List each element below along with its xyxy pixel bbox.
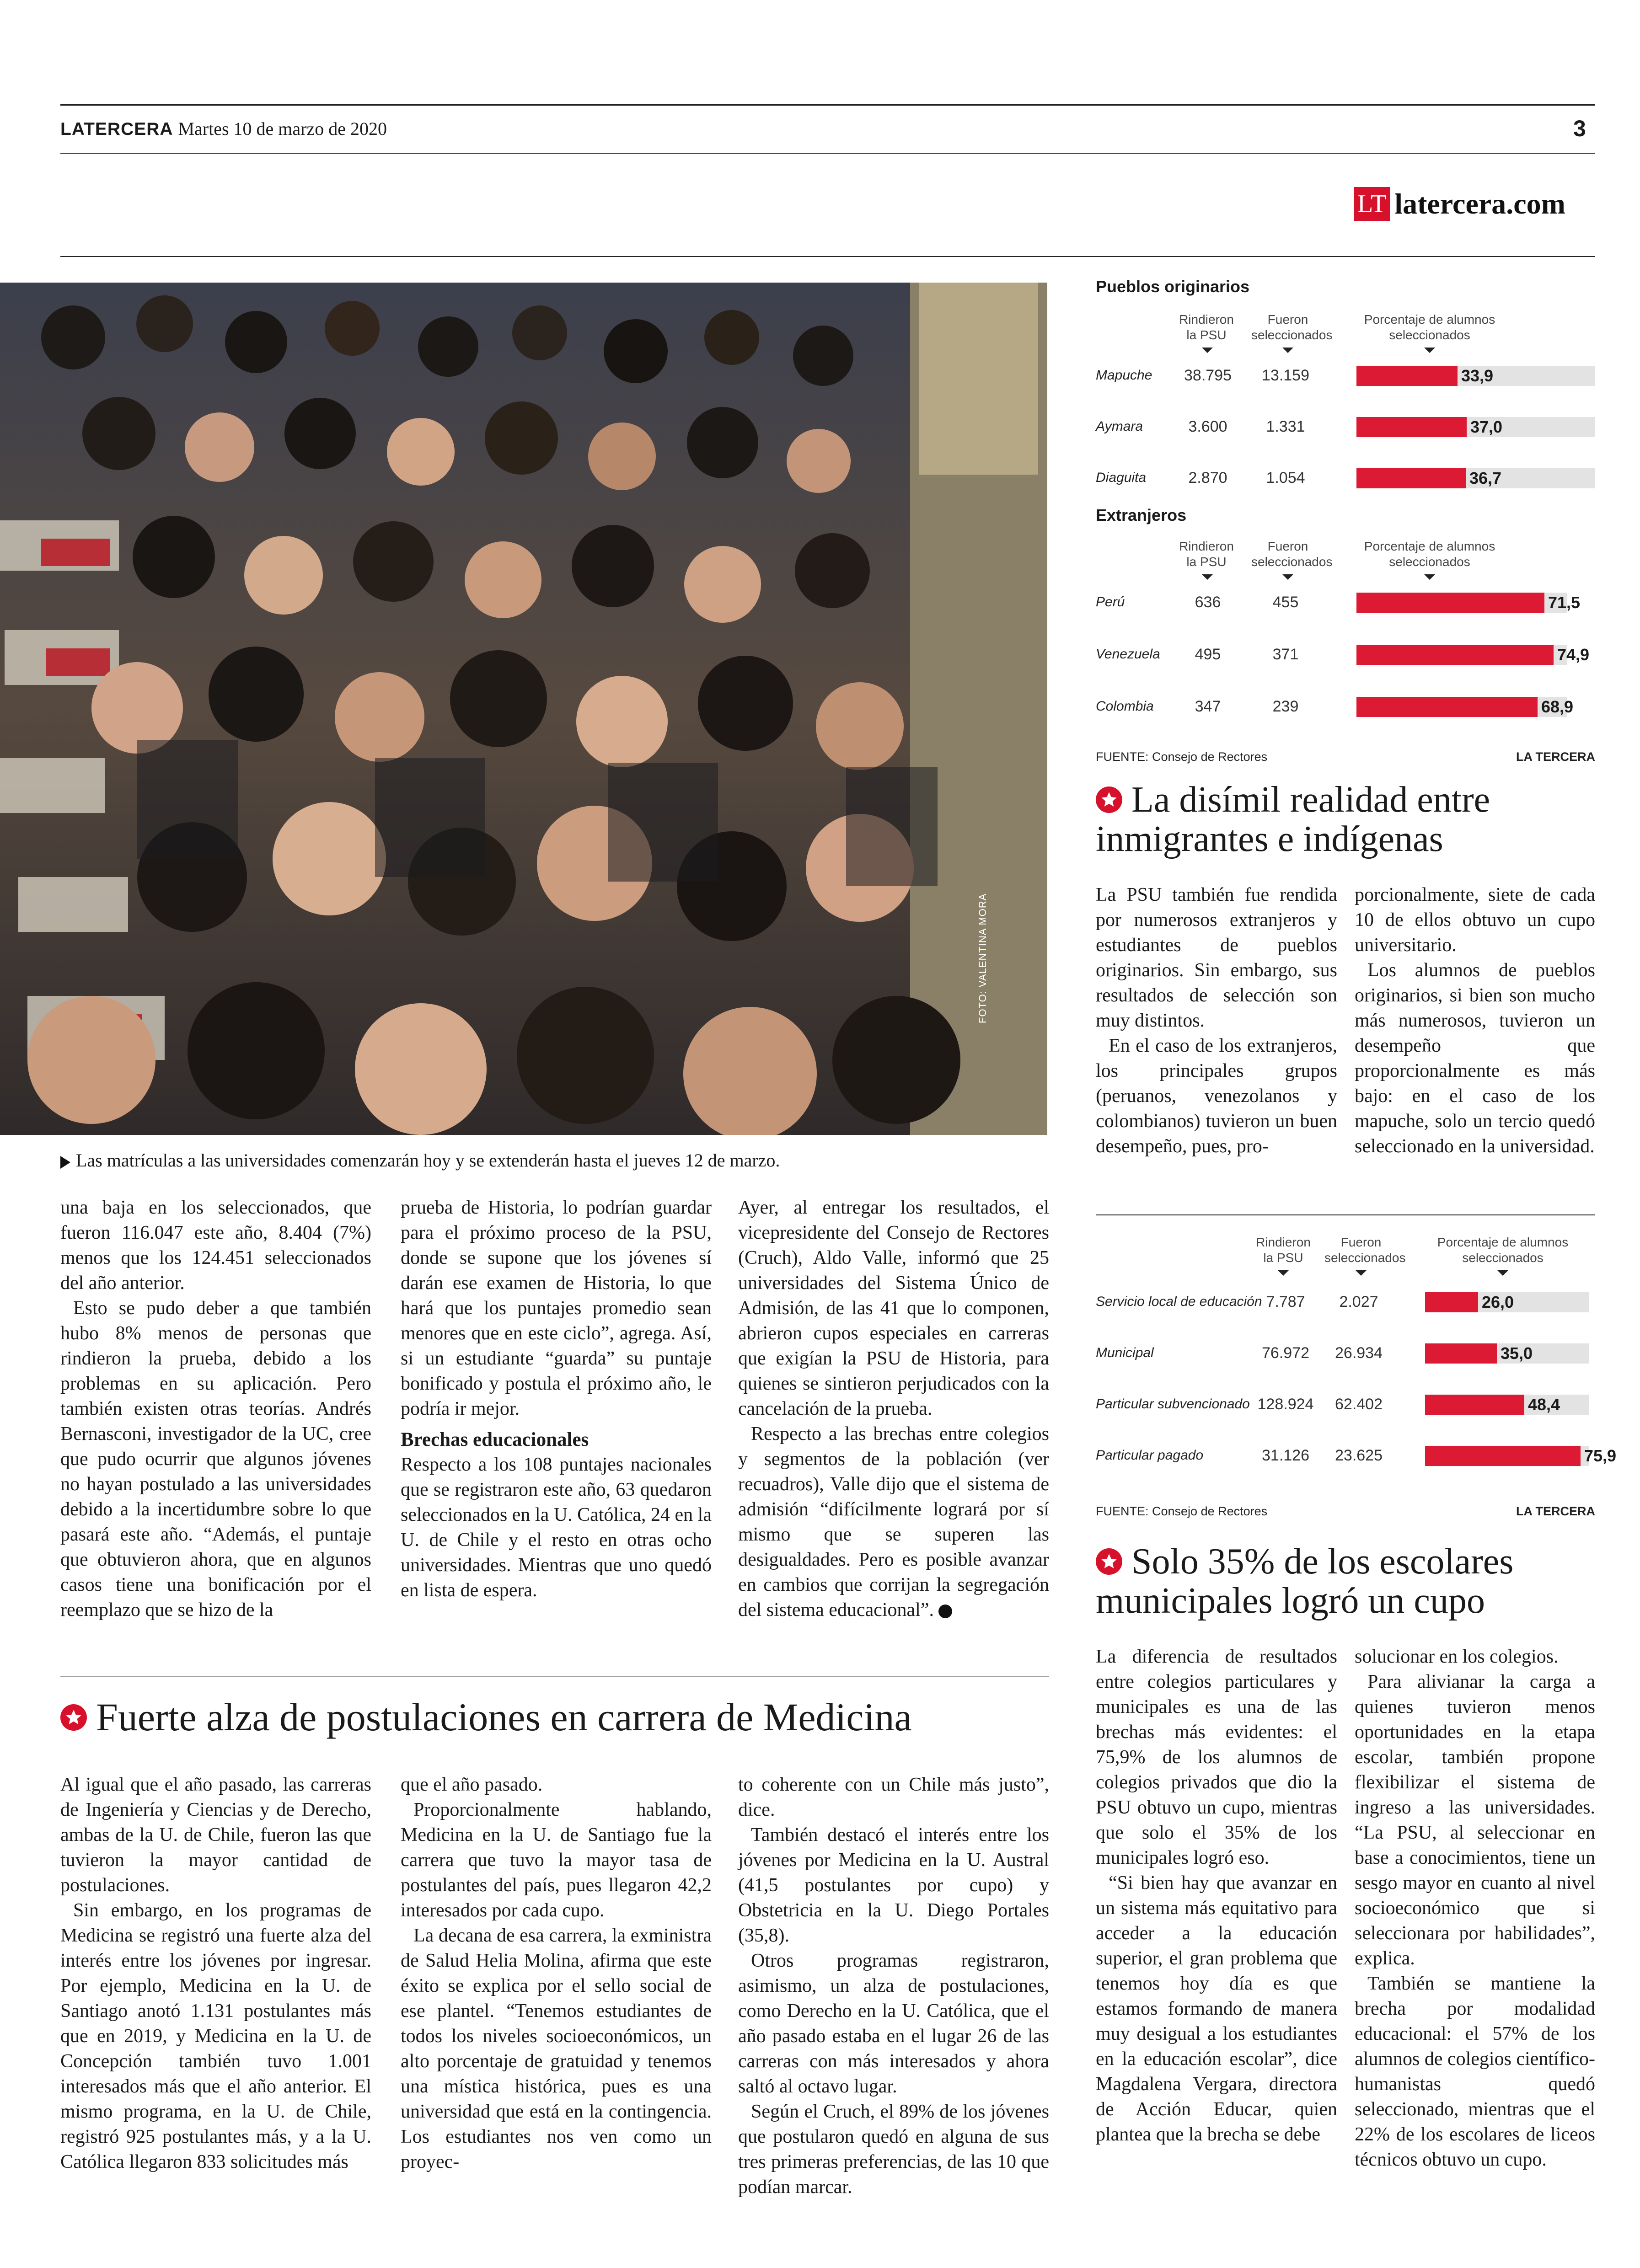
- paragraph: La diferencia de resultados entre colegios particulares y municipales es una de las brechas más evidentes: el 75,9% de los alumnos de colegios privados que dio la PSU obtuvo un cupo, mientras que solo el 35% de los municipales logró eso.: [1096, 1646, 1337, 1868]
- column-header: Porcentaje de alumnos seleccionados: [1364, 312, 1495, 342]
- paragraph: Proporcionalmente hablando, Medicina en la U. de Santiago fue la carrera que tuvo la mayor tasa de postulantes del país, pues llegaron 42,2 interesados por cada cupo.: [401, 1799, 712, 1921]
- column-header: Fueron seleccionados: [1251, 539, 1333, 569]
- seleccionados-value: 1.054: [1266, 469, 1305, 487]
- paragraph: La PSU también fue rendida por numerosos extranjeros y estudiantes de pueblos originarios. Sin embargo, sus resultados de selección son muy distintos.: [1096, 884, 1337, 1031]
- rindieron-value: 347: [1195, 698, 1221, 715]
- chart-group-title: Pueblos originarios: [1096, 277, 1250, 296]
- photo-credit: FOTO: VALENTINA MORA: [976, 893, 988, 1023]
- chart-brand: LA TERCERA: [1516, 750, 1595, 764]
- rindieron-value: 128.924: [1257, 1396, 1314, 1413]
- chart-source: FUENTE: Consejo de Rectores: [1096, 750, 1268, 764]
- paragraph-text: Respecto a las brechas entre colegios y segmentos de la población (ver recuadros), Valle dijo que el sistema de admisión “difícilmente logrará por sí mismo que se superen las desigualdades. Pero es posible avanzar en cambios que corrijan la segregación del sistema educacional”.: [738, 1423, 1049, 1621]
- medicina-col-2: [401, 1772, 712, 2175]
- bar: [1425, 1343, 1497, 1364]
- inmigrantes-col-1: [1096, 883, 1337, 1159]
- continuation-col-2: [401, 1195, 712, 1603]
- column-header: Rindieron la PSU: [1256, 1235, 1311, 1265]
- seleccionados-value: 239: [1272, 698, 1299, 715]
- medicina-col-3: [738, 1772, 1049, 2200]
- bar-value-label: 37,0: [1470, 417, 1503, 436]
- site-name: latercera.com: [1394, 187, 1565, 220]
- column-header: Porcentaje de alumnos seleccionados: [1437, 1235, 1569, 1265]
- chart-brand: LA TERCERA: [1516, 1504, 1595, 1518]
- column-header: Fueron seleccionados: [1251, 312, 1333, 342]
- row-label: Municipal: [1096, 1345, 1154, 1360]
- paragraph: solucionar en los colegios.: [1355, 1646, 1559, 1667]
- inmigrantes-headline-line-1: [1096, 780, 1595, 819]
- column-header: Rindieron la PSU: [1179, 539, 1234, 569]
- seleccionados-value: 2.027: [1339, 1293, 1378, 1311]
- sort-arrow-icon: [1497, 1270, 1508, 1276]
- bar: [1425, 1395, 1524, 1415]
- header-bottom-rule: [60, 153, 1595, 154]
- bar: [1425, 1292, 1478, 1312]
- bar-value-label: 33,9: [1461, 366, 1494, 385]
- bar: [1356, 645, 1554, 665]
- paragraph: También se mantiene la brecha por modalidad educacional: el 57% de los alumnos de colegios científico-humanistas quedó seleccionado, mientras que el 22% de los escolares de liceos técnicos obtuvo un cupo.: [1355, 1973, 1596, 2170]
- paragraph: Respecto a los 108 puntajes nacionales que se registraron este año, 63 quedaron seleccionados en la U. Católica, 24 en la U. de Chile y el resto en otras ocho universidades. Mientras que uno quedó en lista de espera.: [401, 1454, 712, 1601]
- paragraph: prueba de Historia, lo podrían guardar para el próximo proceso de la PSU, donde se supone que los jóvenes sí darán ese examen de Historia, lo que hará que los puntajes promedio sean menores que en este ciclo”, agrega. Así, si un estudiante “guarda” su puntaje bonificado y postula el próximo año, le podría ir mejor.: [401, 1197, 712, 1419]
- headline-text: La disímil realidad entre: [1131, 780, 1490, 820]
- star-bullet-icon: [1096, 786, 1122, 813]
- rindieron-value: 7.787: [1266, 1293, 1305, 1311]
- paragraph: Según el Cruch, el 89% de los jóvenes que postularon quedó en alguna de sus tres primeras preferencias, de las 10 que podían marcar.: [738, 2101, 1049, 2198]
- inmigrantes-headline: [1096, 780, 1595, 859]
- seleccionados-value: 23.625: [1335, 1447, 1383, 1464]
- medicina-top-rule: [60, 1676, 1049, 1677]
- paragraph: [738, 1422, 1049, 1623]
- medicina-headline-text: Fuerte alza de postulaciones en carrera de Medicina: [96, 1695, 912, 1739]
- headline-text: municipales logró un cupo: [1096, 1581, 1485, 1621]
- headline-text: inmigrantes e indígenas: [1096, 819, 1443, 859]
- star-bullet-icon: [60, 1704, 87, 1731]
- paragraph: Ayer, al entregar los resultados, el vicepresidente del Consejo de Rectores (Cruch), Aldo Valle, informó que 25 universidades del Sistema Único de Admisión, de las 41 que lo componen, abrieron cupos especiales en carreras que exigían la PSU de Historia, para quienes se sintieron perjudicados con la cancelación de la prueba.: [738, 1197, 1049, 1419]
- sort-arrow-icon: [1356, 1270, 1367, 1276]
- crowd-photo: [0, 283, 1047, 1135]
- rindieron-value: 3.600: [1188, 418, 1227, 435]
- bar-value-label: 48,4: [1528, 1395, 1560, 1414]
- rindieron-value: 31.126: [1262, 1447, 1309, 1464]
- headline-text: Solo 35% de los escolares: [1131, 1541, 1514, 1582]
- paragraph: También destacó el interés entre los jóvenes por Medicina en la U. Austral (41,5 postulantes por cupo) y Obstetricia en la U. Diego Portales (35,8).: [738, 1824, 1049, 1946]
- column-header: Fueron seleccionados: [1324, 1235, 1406, 1265]
- column-header: Rindieron la PSU: [1179, 312, 1234, 342]
- rindieron-value: 2.870: [1188, 469, 1227, 487]
- sort-arrow-icon: [1282, 574, 1293, 580]
- bar-value-label: 68,9: [1541, 697, 1574, 716]
- rindieron-value: 495: [1195, 646, 1221, 663]
- seleccionados-value: 455: [1272, 594, 1299, 611]
- bar-value-label: 74,9: [1557, 645, 1590, 664]
- paragraph: porcionalmente, siete de cada 10 de ellos obtuvo un cupo universitario.: [1355, 884, 1595, 956]
- inmigrantes-col-2: [1355, 883, 1595, 1159]
- continuation-col-3: [738, 1195, 1049, 1623]
- escolares-headline: [1096, 1542, 1595, 1621]
- rindieron-value: 38.795: [1184, 367, 1232, 384]
- header-top-rule: [60, 104, 1595, 106]
- bar: [1356, 417, 1467, 437]
- medicina-col-1: [60, 1772, 371, 2175]
- escolares-col-1: [1096, 1644, 1337, 2147]
- sort-arrow-icon: [1424, 348, 1435, 353]
- paragraph: una baja en los seleccionados, que fueron 116.047 este año, 8.404 (7%) menos que los 124.451 seleccionados del año anterior.: [60, 1197, 371, 1294]
- paragraph: Otros programas registraron, asimismo, un alza de postulaciones, como Derecho en la U. Católica, que el año pasado estaba en el lugar 26 de las carreras con más interesados y ahora saltó al octavo lugar.: [738, 1950, 1049, 2097]
- paragraph: Para alivianar la carga a quienes tuvieron menos oportunidades en la etapa escolar, también propone flexibilizar el sistema de ingreso a las universidades. “La PSU, al seleccionar en base a conocimientos, tiene un sesgo mayor en cuanto al nivel socioeconómico que si seleccionara por habilidades”, explica.: [1355, 1671, 1595, 1969]
- column-header: Porcentaje de alumnos seleccionados: [1364, 539, 1495, 569]
- bar-value-label: 35,0: [1501, 1344, 1533, 1363]
- bar: [1425, 1446, 1581, 1466]
- seleccionados-value: 1.331: [1266, 418, 1305, 435]
- bar: [1356, 593, 1544, 613]
- paragraph: Sin embargo, en los programas de Medicina se registró una fuerte alza del interés entre los jóvenes por ingresar. Por ejemplo, Medicina en la U. de Santiago anotó 1.131 postulantes más que en 2019, y Medicina en la U. de Concepción también tuvo 1.001 interesados más que el año anterior. El mismo programa, en la U. de Chile, registró 925 postulantes más, y a la U. Católica llegaron 833 solicitudes más: [60, 1900, 371, 2172]
- header-dateline: [60, 118, 387, 139]
- chart-source: FUENTE: Consejo de Rectores: [1096, 1504, 1268, 1518]
- rindieron-value: 76.972: [1262, 1344, 1309, 1362]
- paragraph: Esto se pudo deber a que también hubo 8% menos de personas que rindieron la prueba, debido a los problemas en su aplicación. Pero también existen otras teorías. Andrés Bernasconi, investigador de la UC, cree que pudo ocurrir que algunos jóvenes no hayan postulado a las universidades debido a la incertidumbre sobre lo que pasará este año. “Además, el puntaje que obtuvieron ahora, que en algunos casos tiene una bonificación por el reemplazo que se hizo de la: [60, 1298, 371, 1621]
- photo-caption: [60, 1150, 780, 1171]
- chart-tipo-colegio: [1096, 1235, 1617, 1527]
- bar-value-label: 36,7: [1469, 469, 1502, 487]
- paragraph: La decana de esa carrera, la exministra de Salud Helia Molina, afirma que este éxito se explica por el sello social de ese plantel. “Tenemos estudiantes de todos los niveles socioeconómicos, un alto porcentaje de gratuidad y tenemos una mística histórica, pues es una universidad que está en la contingencia. Los estudiantes nos ven como un proyec-: [401, 1925, 712, 2172]
- page-number: 3: [1573, 116, 1586, 141]
- seleccionados-value: 371: [1272, 646, 1299, 663]
- medicina-headline: [60, 1697, 912, 1737]
- subheading: Brechas educacionales: [401, 1429, 589, 1450]
- paragraph: En el caso de los extranjeros, los principales grupos (peruanos, venezolanos y colombianos) tuvieron un buen desempeño, pues, pro-: [1096, 1035, 1337, 1157]
- sort-arrow-icon: [1282, 348, 1293, 353]
- site-logo-mark: LT: [1354, 187, 1390, 221]
- seleccionados-value: 26.934: [1335, 1344, 1383, 1362]
- chart-group-title: Extranjeros: [1096, 506, 1187, 524]
- bar: [1356, 697, 1538, 717]
- seleccionados-value: 13.159: [1262, 367, 1309, 384]
- row-label: Perú: [1096, 594, 1125, 610]
- row-label: Colombia: [1096, 699, 1154, 714]
- seleccionados-value: 62.402: [1335, 1396, 1383, 1413]
- bar-value-label: 26,0: [1482, 1293, 1514, 1311]
- sort-arrow-icon: [1278, 1270, 1289, 1276]
- end-mark-icon: [938, 1605, 952, 1618]
- escolares-headline-line-1: [1096, 1542, 1595, 1581]
- sort-arrow-icon: [1202, 574, 1213, 580]
- chart2-top-rule: [1096, 1214, 1595, 1215]
- row-label: Particular pagado: [1096, 1448, 1204, 1463]
- row-label: Particular subvencionado: [1096, 1396, 1250, 1412]
- chart-pueblos-extranjeros: [1096, 274, 1595, 768]
- paragraph: “Si bien hay que avanzar en un sistema más equitativo para acceder a la educación superior, el gran problema que tenemos hoy día es que estamos formando de manera muy desigual a los estudiantes en la educación escolar”, dice Magdalena Vergara, directora de Acción Educar, quien plantea que la brecha se debe: [1096, 1872, 1337, 2145]
- row-label: Diaguita: [1096, 470, 1147, 485]
- brand-name: LATERCERA: [60, 119, 173, 139]
- site-logo[interactable]: [1354, 185, 1565, 223]
- row-label: Mapuche: [1096, 368, 1152, 383]
- continuation-col-1: [60, 1195, 371, 1623]
- caption-text: Las matrículas a las universidades comenzarán hoy y se extenderán hasta el jueves 12 de marzo.: [76, 1150, 780, 1171]
- bar: [1356, 366, 1458, 386]
- sort-arrow-icon: [1424, 574, 1435, 580]
- paragraph: Los alumnos de pueblos originarios, si bien son mucho más numerosos, tuvieron un desempeño que proporcionalmente es más bajo: en el caso de los mapuche, solo un tercio quedó seleccionado en la universidad.: [1355, 960, 1595, 1157]
- escolares-col-2: [1355, 1644, 1595, 2172]
- row-label: Servicio local de educación: [1096, 1294, 1262, 1309]
- star-bullet-icon: [1096, 1548, 1122, 1575]
- crowd-photo-illustration: [0, 283, 1047, 1135]
- bar-value-label: 71,5: [1548, 593, 1581, 612]
- caption-arrow-icon: [60, 1156, 70, 1169]
- issue-date: Martes 10 de marzo de 2020: [178, 118, 387, 139]
- logo-rule: [60, 256, 1595, 257]
- row-label: Venezuela: [1096, 647, 1160, 662]
- paragraph: que el año pasado.: [401, 1774, 543, 1795]
- bar-value-label: 75,9: [1584, 1446, 1617, 1465]
- paragraph: Al igual que el año pasado, las carreras de Ingeniería y Ciencias y de Derecho, ambas de la U. de Chile, fueron las que tuvieron la mayor cantidad de postulaciones.: [60, 1774, 371, 1896]
- row-label: Aymara: [1096, 419, 1143, 434]
- paragraph: to coherente con un Chile más justo”, dice.: [738, 1774, 1049, 1820]
- sort-arrow-icon: [1202, 348, 1213, 353]
- bar: [1356, 468, 1466, 488]
- rindieron-value: 636: [1195, 594, 1221, 611]
